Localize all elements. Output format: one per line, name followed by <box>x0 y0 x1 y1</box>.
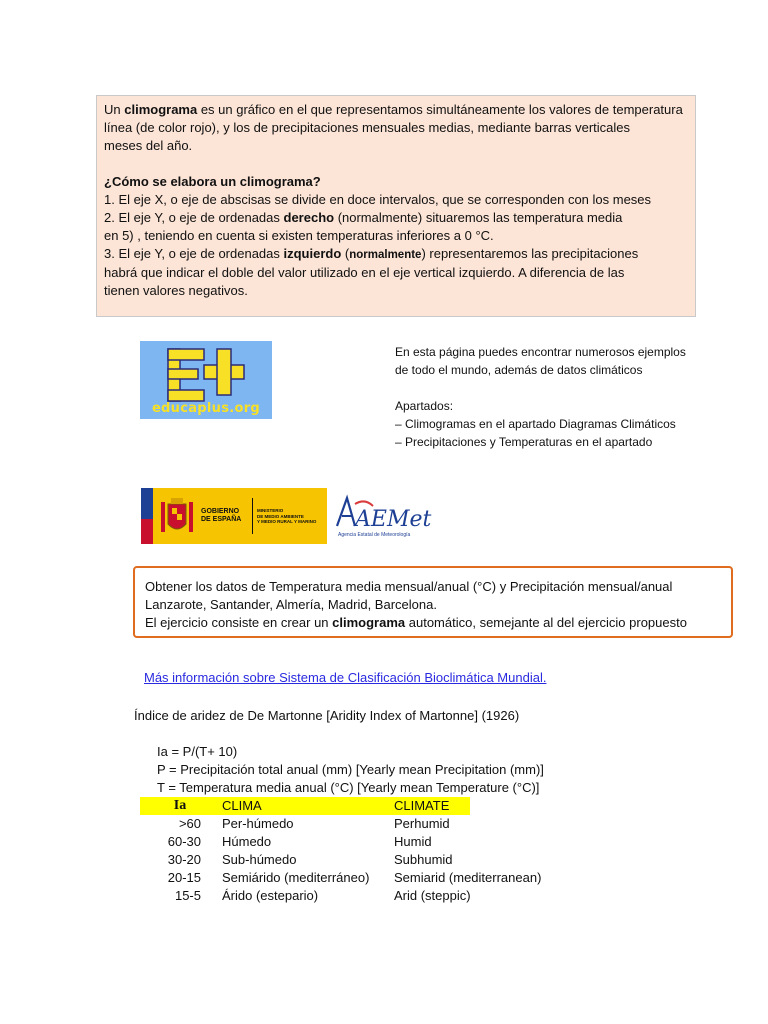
coat-of-arms-icon <box>157 496 197 538</box>
exercise-line-1: Obtener los datos de Temperatura media mensual/anual (°C) y Precipitación mensual/anual <box>145 579 673 594</box>
e-plus-icon <box>140 341 272 403</box>
gobierno-espana-logo[interactable] <box>141 488 327 544</box>
step-2: 2. El eje Y, o eje de ordenadas derecho (normalmente) situaremos las temperatura media <box>104 210 623 225</box>
step-3-cont-1: habrá que indicar el doble del valor utilizado en el eje vertical izquierdo. A diferencia de las <box>104 265 625 280</box>
table-row: 60-30 Húmedo Humid <box>167 834 432 849</box>
gobierno-text: GOBIERNO DE ESPAÑA <box>201 508 242 523</box>
exercise-box <box>133 566 733 638</box>
table-header: Ia CLIMA CLIMATE <box>140 797 470 815</box>
educaplus-logo[interactable] <box>140 341 272 419</box>
how-to-heading: ¿Cómo se elabora un climograma? <box>104 174 321 189</box>
table-row: 30-20 Sub-húmedo Subhumid <box>167 852 453 867</box>
logo-divider <box>252 498 253 534</box>
aemet-subtitle: Agencia Estatal de Meteorología <box>338 532 411 538</box>
table-row: >60 Per-húmedo Perhumid <box>178 816 450 831</box>
table-row: 20-15 Semiárido (mediterráneo) Semiarid (mediterranean) <box>167 870 542 885</box>
aridity-formula: Ia = P/(T+ 10) P = Precipitación total anual (mm) [Yearly mean Precipitation (mm)] T = Temperatura media anual (°C) [Yearly mean Temperature (°C)] <box>157 744 544 795</box>
intro-line-3: meses del año. <box>104 138 193 153</box>
step-1: 1. El eje X, o eje de abscisas se divide en doce intervalos, que se corresponden con los meses <box>104 192 652 207</box>
exercise-line-3: El ejercicio consiste en crear un climograma automático, semejante al del ejercicio propuesto <box>145 615 687 630</box>
bioclimatic-classification-link[interactable]: Más información sobre Sistema de Clasificación Bioclimática Mundial. <box>144 670 547 685</box>
aridity-index-title: Índice de aridez de De Martonne [Aridity Index of Martonne] (1926) <box>134 708 520 723</box>
table-row: 15-5 Árido (estepario) Arid (steppic) <box>174 888 471 903</box>
educaplus-logo-text: educaplus.org <box>151 401 261 416</box>
intro-line-1: Un climograma es un gráfico en el que representamos simultáneamente los valores de temperatura <box>104 102 683 117</box>
flag-stripe <box>141 488 153 544</box>
intro-line-2: línea (de color rojo), y los de precipitaciones mensuales medias, mediante barras verticales <box>104 120 631 135</box>
educaplus-description: En esta página puedes encontrar numerosos ejemplos de todo el mundo, además de datos climáticos Apartados: – Climogramas en el apartado Diagramas Climáticos – Precipitaciones y Temperaturas en el apartado <box>395 345 686 449</box>
exercise-line-2: Lanzarote, Santander, Almería, Madrid, Barcelona. <box>145 597 437 612</box>
step-2-cont: en 5) , teniendo en cuenta si existen temperaturas inferiores a 0 °C. <box>104 228 494 243</box>
step-3: 3. El eje Y, o eje de ordenadas izquierdo (normalmente) representaremos las precipitaciones <box>104 246 639 261</box>
ministerio-text: MINISTERIO DE MEDIO AMBIENTE Y MEDIO RURAL Y MARINO <box>257 508 317 524</box>
step-3-cont-2: tienen valores negativos. <box>104 283 248 298</box>
climate-table <box>140 797 542 905</box>
intro-box <box>96 95 696 317</box>
aemet-logo-text: AEMet <box>355 507 432 532</box>
climograma-term: climograma <box>124 102 198 117</box>
